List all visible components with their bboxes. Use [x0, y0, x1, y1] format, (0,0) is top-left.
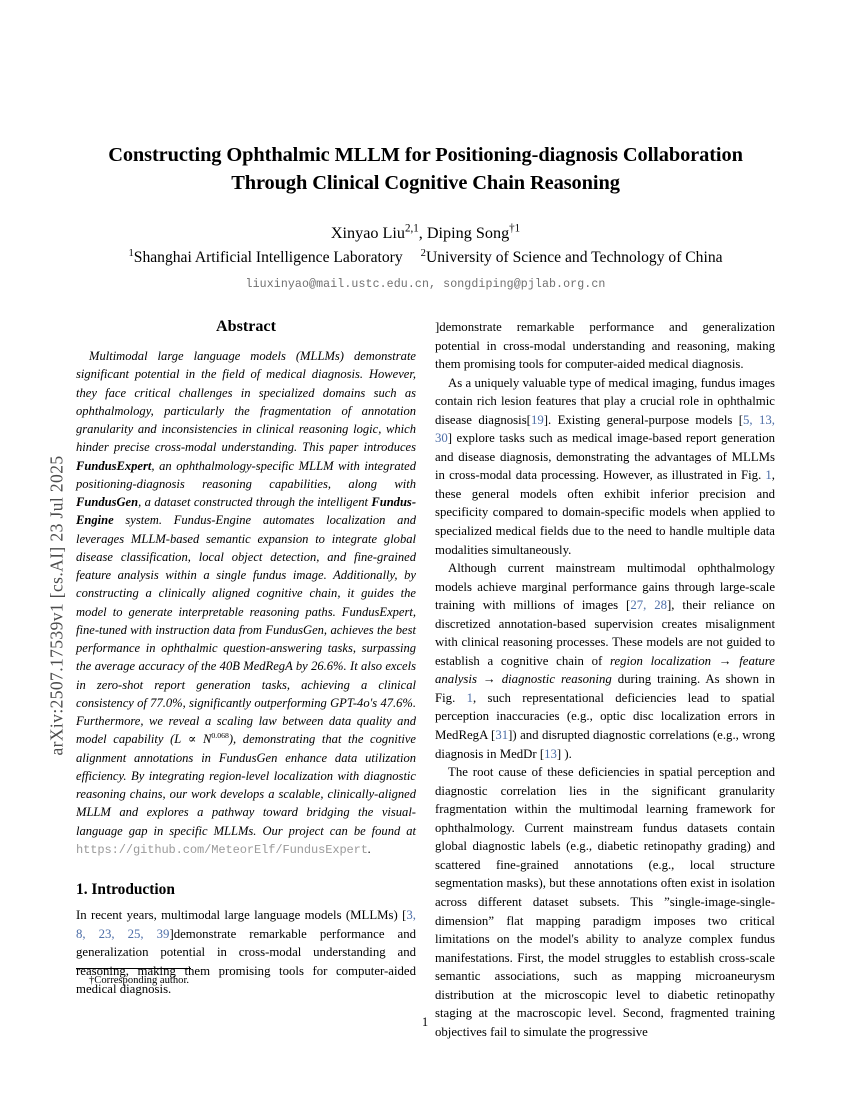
authors-block: [76, 222, 775, 291]
citation-link[interactable]: 5, 13, 30: [435, 412, 776, 446]
term-fundusexpert: FundusExpert: [76, 458, 152, 473]
introduction-paragraph-2: [435, 374, 775, 559]
citation-link[interactable]: 3, 8, 23, 25, 39: [76, 908, 416, 941]
math-symbol-L: L: [174, 732, 182, 747]
intro-p3-text-4: , such representational deficiencies lead to spatial perception inaccuracies (e.g., optic disc localization errors in MedRegA [: [435, 690, 775, 743]
abstract-body: [76, 347, 416, 859]
intro-p3-text-5: ]) and disrupted diagnostic correlations (e.g., wrong diagnosis in MedDr [: [435, 728, 775, 761]
intro-p2-text-4: , these general models often exhibit inferior precision and specificity compared to domain-specific models when applied to specialized medical fields due to the need to handle multiple data modalities simultaneously.: [435, 468, 775, 557]
author-2-affiliation-marker: †1: [509, 222, 521, 235]
author-separator: ,: [418, 224, 427, 242]
affiliation-2: University of Science and Technology of China: [425, 249, 723, 266]
author-emails: liuxinyao@mail.ustc.edu.cn, songdiping@pjlab.org.cn: [245, 277, 606, 291]
figure-reference-link[interactable]: 1: [466, 690, 473, 705]
author-line: [76, 222, 775, 245]
abstract-text-2: , an ophthalmology-specific MLLM with integrated positioning-diagnosis reasoning capabilities, along with: [76, 458, 416, 491]
affiliation-2-marker: 2: [420, 247, 426, 259]
footnote-area: [76, 968, 416, 988]
abstract-heading: Abstract: [216, 318, 276, 335]
abstract-text-4: system. Fundus-Engine automates localization and leverages MLLM-based semantic expansion to integrate global disease classification, local object detection, and fine-grained feature analysis within a single fundus image. Additionally, by constructing a clinically aligned cognitive chain, it guides the model to generate interpretable reasoning paths. FundusExpert, fine-tuned with instruction data from FundusGen, achieves the best performance in ophthalmic question-answering tasks, surpassing the average accuracy of the 40B MedRegA by 26.6%. It also excels in zero-shot report generation tasks, achieving a clinical consistency of 77.0%, significantly outperforming GPT-4o's 47.6%. Furthermore, we reveal a scaling law between data quality and model capability (: [76, 513, 416, 747]
intro-p2-text-3: ] explore tasks such as medical image-based report generation and disease diagnosis, demonstrating the advantages of MLLMs in cross-modal data processing. However, as illustrated in Fig.: [435, 431, 775, 483]
author-1-name: Xinyao Liu: [330, 224, 406, 242]
introduction-heading: 1. Introduction: [76, 881, 175, 899]
paper-title-line2: Through Clinical Cognitive Chain Reasoning: [231, 171, 620, 194]
affiliation-1-marker: 1: [128, 247, 134, 259]
footnote-corresponding-author: †Corresponding author.: [89, 975, 190, 986]
introduction-paragraph-4: The root cause of these deficiencies in spatial perception and diagnostic correlation lies in the significant granularity fragmentation within the multimodal learning framework for ophthalmology. Current mainstream fundus datasets contain global diagnostic labels (e.g., diabetic retinopathy grading) and scattered fine-grained annotations (e.g., local structure segmentation masks), but these annotations often exist in isolation across different dataset subsets. This ”single-image-single-dimension” flat mapping paradigm imposes two critical limitations on the model's ability to analyze complex fundus manifestations. First, the model struggles to establish cross-scale semantic associations, such as mapping microaneurysm distribution at the microscopic level to diabetic retinopathy staging at the macroscopic level. Second, fragmented training objectives fail to simulate the progressive: [435, 765, 775, 1039]
author-1-affiliation-marker: 2,1: [405, 222, 419, 235]
intro-p3-text-2: ], their reliance on discretized annotation-based supervision creates misalignment with clinical reasoning processes. These models are not guided to establish a cognitive chain of: [435, 598, 776, 668]
footnote-divider: [76, 968, 191, 969]
abstract-text-6: .: [367, 841, 372, 856]
intro-p3-text-1: Although current mainstream multimodal ophthalmology models achieve marginal performance gains through large-scale training with millions of images [: [435, 561, 775, 613]
citation-link[interactable]: 19: [530, 412, 544, 427]
citation-link[interactable]: 13: [544, 746, 557, 761]
arxiv-stamp: arXiv:2507.17539v1 [cs.AI] 23 Jul 2025: [46, 455, 67, 756]
abstract-text-5: ), demonstrating that the cognitive alignment annotations in FundusGen enhance data utilization efficiency. By integrating region-level localization with diagnostic reasoning chains, our work develops a scalable, clinically-aligned MLLM and explores a pathway toward bridging the visual-language gap in specific MLLMs. Our project can be found at: [76, 732, 416, 838]
citation-link[interactable]: 27, 28: [630, 598, 668, 613]
project-url-link[interactable]: https://github.com/MeteorElf/FundusExpert: [76, 842, 368, 857]
term-fundus-engine: Fundus-Engine: [76, 495, 416, 528]
math-exponent: 0.068: [211, 731, 229, 741]
affiliation-line: [76, 246, 775, 270]
author-2-name: Diping Song: [426, 224, 510, 242]
introduction-paragraph-1-continued: ]demonstrate remarkable performance and generalization potential in cross-modal understanding and reasoning, making them promising tools for computer-aided medical diagnosis.: [435, 320, 775, 372]
right-column: [435, 318, 775, 1041]
citation-link[interactable]: 31: [495, 728, 509, 743]
abstract-text-1: Multimodal large language models (MLLMs) demonstrate significant potential in the field of medical diagnosis. However, they face critical challenges in specialized domains such as ophthalmology, particularly the fragmentation of annotation granularity and inconsistencies in clinical reasoning logic, which hinder precise cross-modal understanding. This paper introduces: [76, 349, 416, 455]
intro-p2-text-1: As a uniquely valuable type of medical imaging, fundus images contain rich lesion features that play a crucial role in ophthalmic disease diagnosis[: [435, 375, 775, 427]
abstract-text-3: , a dataset constructed through the intelligent: [138, 495, 372, 509]
cognitive-chain-phrase: region localization → feature analysis → diagnostic reasoning: [435, 653, 775, 687]
affiliation-1: Shanghai Artificial Intelligence Laboratory: [133, 249, 403, 266]
intro-p1-text-2: ]demonstrate remarkable performance and generalization potential in cross-modal understanding and reasoning, making them promising tools for computer-aided medical diagnosis.: [76, 926, 416, 997]
abstract-paragraph: [76, 347, 416, 859]
introduction-paragraph-3: [435, 559, 775, 763]
title-block: [76, 142, 775, 198]
abstract-intro-gap: [76, 859, 416, 881]
intro-p3-text-3: during training. As shown in Fig.: [435, 672, 775, 705]
figure-reference-link[interactable]: 1: [765, 468, 772, 483]
introduction-body-right: [435, 318, 775, 1041]
term-fundusgen: FundusGen: [76, 495, 139, 509]
intro-p1-text-1: In recent years, multimodal large language models (MLLMs) [: [76, 908, 407, 923]
left-column: [76, 318, 416, 999]
paper-title-line1: Constructing Ophthalmic MLLM for Positioning-diagnosis Collaboration: [108, 144, 743, 166]
page-number: 1: [421, 1015, 429, 1029]
page-title: [76, 142, 775, 198]
intro-p3-text-6: ] ).: [556, 746, 572, 761]
math-symbol-N: N: [203, 732, 212, 747]
intro-p2-text-2: ]. Existing general-purpose models [: [543, 412, 744, 427]
math-proportional-sign: ∝: [187, 732, 197, 747]
